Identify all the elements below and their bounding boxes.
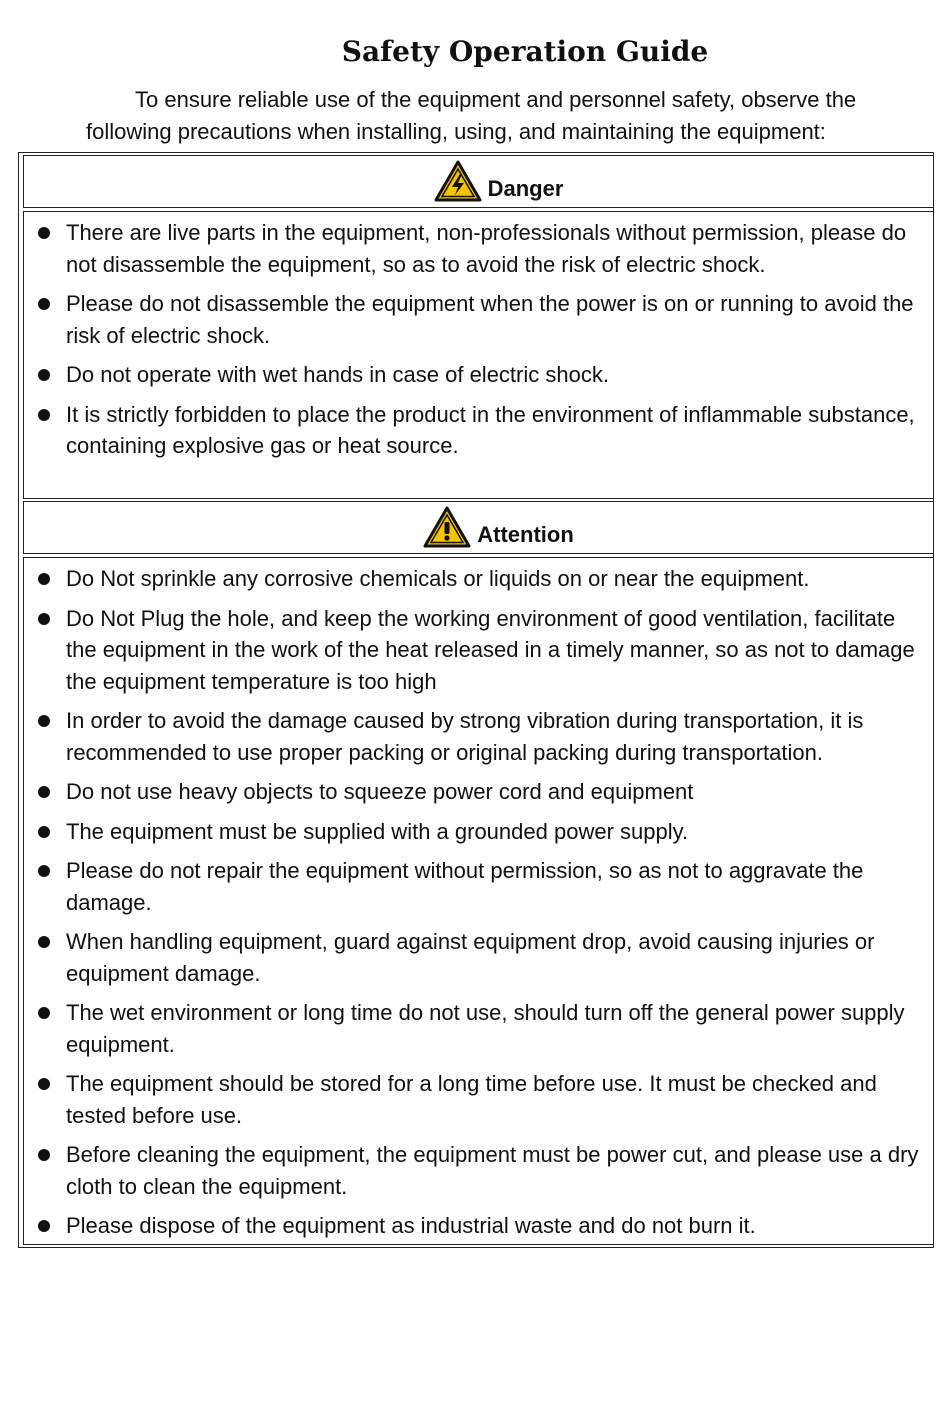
intro-paragraph	[86, 84, 926, 148]
danger-body	[23, 211, 934, 499]
attention-item	[24, 1139, 933, 1202]
danger-item-text: Do not operate with wet hands in case of electric shock.	[66, 362, 609, 387]
attention-item	[24, 816, 933, 848]
bullet-icon	[38, 573, 50, 585]
danger-item	[24, 288, 933, 351]
attention-heading: Attention	[477, 522, 574, 547]
attention-item	[24, 563, 933, 595]
attention-body	[23, 557, 934, 1245]
electric-hazard-icon	[434, 160, 482, 202]
danger-item-text: Please do not disassemble the equipment when the power is on or running to avoid the risk of electric shock.	[66, 291, 914, 348]
danger-item	[24, 399, 933, 462]
bullet-icon	[38, 298, 50, 310]
bullet-icon	[38, 936, 50, 948]
danger-heading: Danger	[487, 176, 564, 201]
bullet-icon	[38, 865, 50, 877]
attention-item-text: Please dispose of the equipment as industrial waste and do not burn it.	[66, 1213, 756, 1238]
bullet-icon	[38, 786, 50, 798]
bullet-icon	[38, 409, 50, 421]
bullet-icon	[38, 1078, 50, 1090]
bullet-icon	[38, 1007, 50, 1019]
bullet-icon	[38, 715, 50, 727]
attention-list	[24, 563, 933, 1242]
danger-item-text: It is strictly forbidden to place the product in the environment of inflammable substance, containing explosive gas or heat source.	[66, 401, 915, 458]
attention-item-text: Please do not repair the equipment without permission, so as not to aggravate the damage.	[66, 858, 864, 915]
danger-item	[24, 359, 933, 391]
bullet-icon	[38, 369, 50, 381]
attention-item	[24, 705, 933, 768]
attention-item-text: Do Not Plug the hole, and keep the working environment of good ventilation, facilitate the equipment in the work of the heat released in a timely manner, so as not to damage the equipment temperature is too high	[66, 605, 915, 694]
attention-item	[24, 776, 933, 808]
danger-item-text: There are live parts in the equipment, non-professionals without permission, please do not disassemble the equipment, so as to avoid the risk of electric shock.	[66, 220, 907, 277]
attention-item-text: The equipment must be supplied with a grounded power supply.	[66, 818, 689, 844]
attention-item-text: Do Not sprinkle any corrosive chemicals or liquids on or near the equipment.	[66, 566, 810, 591]
attention-item-text: Do not use heavy objects to squeeze power cord and equipment	[66, 779, 694, 804]
intro-line-2: following precautions when installing, using, and maintaining the equipment:	[86, 119, 826, 144]
attention-item-text: The equipment should be stored for a long time before use. It must be checked and tested before use.	[66, 1071, 877, 1128]
page-title: Safety Operation Guide	[341, 35, 709, 68]
attention-item	[24, 1068, 933, 1131]
bullet-icon	[38, 613, 50, 625]
attention-item-text: Before cleaning the equipment, the equipment must be power cut, and please use a dry cloth to clean the equipment.	[66, 1142, 919, 1199]
bullet-icon	[38, 1220, 50, 1232]
bullet-icon	[38, 227, 50, 239]
attention-header	[23, 501, 934, 554]
intro-line-1: To ensure reliable use of the equipment and personnel safety, observe the	[135, 87, 857, 112]
attention-item-text: The wet environment or long time do not use, should turn off the general power supply equipment.	[66, 1000, 905, 1057]
danger-header	[23, 155, 934, 208]
danger-list	[24, 217, 933, 462]
attention-item	[24, 926, 933, 989]
attention-item-text: When handling equipment, guard against equipment drop, avoid causing injuries or equipment damage.	[66, 929, 875, 986]
bullet-icon	[38, 1149, 50, 1161]
attention-item	[24, 997, 933, 1060]
danger-item	[24, 217, 933, 280]
attention-item	[24, 603, 933, 698]
bullet-icon	[38, 826, 50, 838]
attention-item	[24, 1210, 933, 1242]
attention-item-text: In order to avoid the damage caused by strong vibration during transportation, it is recommended to use proper packing or original packing during transportation.	[66, 708, 864, 765]
exclamation-warning-icon	[423, 506, 471, 548]
attention-item	[24, 855, 933, 918]
